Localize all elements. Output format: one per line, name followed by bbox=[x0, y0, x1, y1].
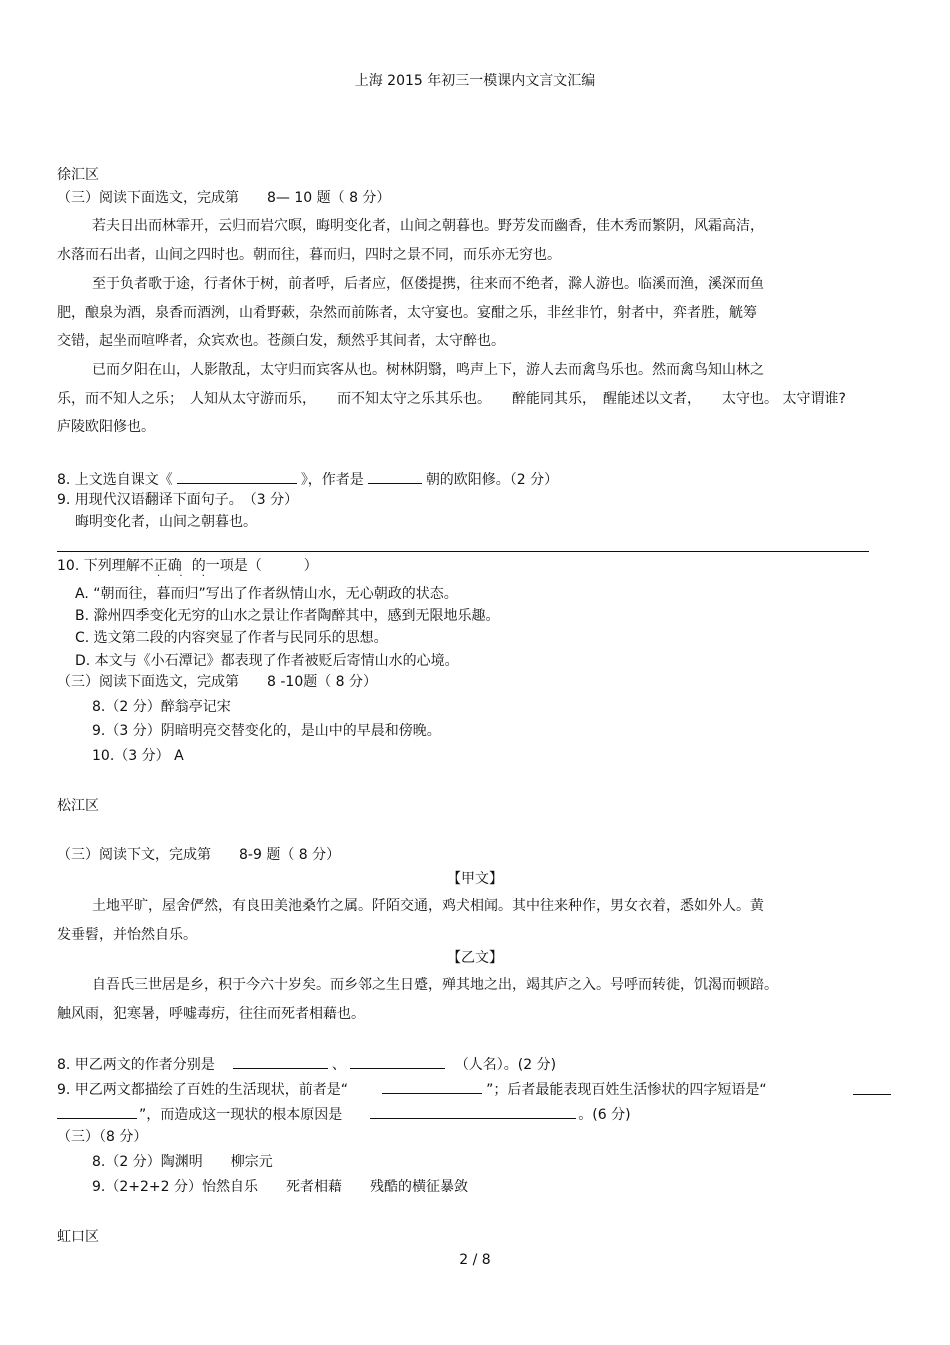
emphasis-dots: · · · bbox=[157, 571, 213, 582]
xuhui-passage-p3c: 庐陵欧阳修也。 bbox=[57, 419, 155, 435]
q10-option-d: D. 本文与《小石潭记》都表现了作者被贬后寄情山水的心境。 bbox=[75, 653, 459, 669]
district-heading-hongkou: 虹口区 bbox=[57, 1229, 99, 1245]
jia-wen-line-a: 土地平旷，屋舍俨然，有良田美池桑竹之属。阡陌交通，鸡犬相闻。其中往来种作，男女衣着，悉如外人。黄 bbox=[92, 898, 764, 914]
sj-q9-text-a: 9. 甲乙两文都描绘了百姓的生活现状，前者是“ bbox=[57, 1082, 349, 1098]
q10-option-b: B. 滁州四季变化无穷的山水之景让作者陶醉其中，感到无限地乐趣。 bbox=[75, 608, 500, 624]
sj-q9-text-b: ”；后者最能表现百姓生活惨状的四字短语是“ bbox=[486, 1082, 767, 1098]
xuhui-answer-9: 9.（3 分）阴暗明亮交替变化的，是山中的早晨和傍晚。 bbox=[92, 723, 441, 739]
xuhui-passage-p3b: 乐，而不知人之乐； 人知从太守游而乐， 而不知太守之乐其乐也。 醉能同其乐， 醒能述以文者， 太守也。 太守谓谁? bbox=[57, 391, 846, 407]
sj-q9-blank-2a[interactable] bbox=[853, 1080, 891, 1095]
sj-q8-blank-1[interactable] bbox=[233, 1054, 328, 1069]
songjiang-answer-9: 9.（2+2+2 分）怡然自乐 死者相藉 残酷的横征暴敛 bbox=[92, 1179, 468, 1195]
q10-option-c: C. 选文第二段的内容突显了作者与民同乐的思想。 bbox=[75, 630, 388, 646]
sj-q9-text-c: ”，而造成这一现状的根本原因是 bbox=[139, 1107, 343, 1123]
answer-line[interactable] bbox=[57, 551, 869, 552]
sj-q8-text-c: （人名）。(2 分) bbox=[454, 1057, 557, 1073]
songjiang-answer-8: 8.（2 分）陶渊明 柳宗元 bbox=[92, 1154, 273, 1170]
sj-q9-blank-1[interactable] bbox=[382, 1079, 482, 1094]
jia-wen-line-b: 发垂髫，并怡然自乐。 bbox=[57, 927, 197, 943]
songjiang-intro: （三）阅读下文，完成第 8-9 题（ 8 分） bbox=[57, 847, 341, 863]
xuhui-passage-p1b: 水落而石出者，山间之四时也。朝而往，暮而归，四时之景不同，而乐亦无穷也。 bbox=[57, 247, 561, 263]
q10-option-a: A. “朝而往，暮而归”写出了作者纵情山水，无心朝政的状态。 bbox=[75, 586, 458, 602]
q10-text-a: 10. 下列理解不正确 bbox=[57, 558, 182, 574]
jia-wen-title: 【甲文】 bbox=[447, 871, 503, 887]
songjiang-question-9 bbox=[57, 1079, 767, 1099]
xuhui-answer-intro: （三）阅读下面选文，完成第 8 -10题（ 8 分） bbox=[57, 674, 378, 690]
page-number: 2 / 8 bbox=[459, 1252, 491, 1268]
yi-wen-line-a: 自吾氏三世居是乡，积于今六十岁矣。而乡邻之生日蹙，殚其地之出，竭其庐之入。号呼而转徙，饥渴而顿踣。 bbox=[92, 977, 778, 993]
xuhui-question-9-sentence: 晦明变化者，山间之朝暮也。 bbox=[75, 514, 257, 530]
xuhui-passage-p2a: 至于负者歌于途，行者休于树，前者呼，后者应，伛偻提携，往来而不绝者，滁人游也。临溪而渔，溪深而鱼 bbox=[92, 276, 764, 292]
xuhui-intro: （三）阅读下面选文，完成第 8— 10 题（ 8 分） bbox=[57, 190, 391, 206]
songjiang-question-9-cont bbox=[57, 1104, 631, 1124]
q8-blank-title[interactable] bbox=[177, 469, 297, 484]
yi-wen-title: 【乙文】 bbox=[447, 950, 503, 966]
sj-q9-blank-3[interactable] bbox=[370, 1104, 576, 1119]
yi-wen-line-b: 触风雨，犯寒暑，呼嘘毒疠，往往而死者相藉也。 bbox=[57, 1006, 365, 1022]
xuhui-answer-10: 10.（3 分） A bbox=[92, 748, 184, 764]
q8-text-c: 朝的欧阳修。（2 分） bbox=[425, 472, 559, 488]
q10-text-b: 的一项是（ ） bbox=[191, 558, 318, 574]
sj-q9-blank-2b[interactable] bbox=[57, 1104, 137, 1119]
q8-blank-dynasty[interactable] bbox=[368, 469, 422, 484]
xuhui-passage-p2c: 交错，起坐而喧哗者，众宾欢也。苍颜白发，颓然乎其间者，太守醉也。 bbox=[57, 333, 505, 349]
songjiang-question-8 bbox=[57, 1054, 556, 1074]
xuhui-passage-p3a: 已而夕阳在山，人影散乱，太守归而宾客从也。树林阴翳，鸣声上下，游人去而禽鸟乐也。然而禽鸟知山林之 bbox=[92, 362, 764, 378]
district-heading-songjiang: 松江区 bbox=[57, 798, 99, 814]
xuhui-answer-8: 8.（2 分）醉翁亭记宋 bbox=[92, 699, 231, 715]
sj-q8-sep: 、 bbox=[331, 1057, 346, 1073]
sj-q8-text-a: 8. 甲乙两文的作者分别是 bbox=[57, 1057, 215, 1073]
xuhui-question-8 bbox=[57, 469, 558, 489]
q8-text-a: 8. 上文选自课文《 bbox=[57, 472, 173, 488]
q8-text-b: 》，作者是 bbox=[300, 472, 364, 488]
sj-q9-text-d: 。(6 分) bbox=[578, 1107, 631, 1123]
xuhui-passage-p1a: 若夫日出而林霏开，云归而岩穴暝，晦明变化者，山间之朝暮也。野芳发而幽香，佳木秀而繁阴，风霜高洁， bbox=[92, 218, 764, 234]
sj-q8-blank-2[interactable] bbox=[350, 1054, 445, 1069]
page-header-title: 上海 2015 年初三一模课内文言文汇编 bbox=[354, 73, 596, 89]
songjiang-answer-intro: （三）（8 分） bbox=[57, 1129, 148, 1145]
xuhui-question-9: 9. 用现代汉语翻译下面句子。 （3 分） bbox=[57, 492, 299, 508]
district-heading-xuhui: 徐汇区 bbox=[57, 167, 99, 183]
xuhui-passage-p2b: 肥，酿泉为酒，泉香而酒洌，山肴野蔌，杂然而前陈者，太守宴也。宴酣之乐，非丝非竹，射者中，弈者胜，觥筹 bbox=[57, 305, 757, 321]
